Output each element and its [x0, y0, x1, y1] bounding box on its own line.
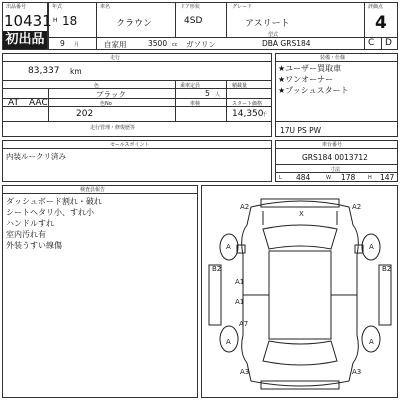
shift-value: AT — [8, 98, 19, 108]
color-code-value: 202 — [76, 109, 94, 119]
inspection-section-label: 走行管理・修復歴等 — [90, 125, 136, 131]
right-side-panel — [379, 265, 391, 325]
damage-mark: B2 — [212, 265, 222, 273]
damage-mark: A — [226, 338, 231, 346]
era-mark: H — [53, 17, 58, 24]
grade-value: アスリート — [245, 19, 290, 29]
equipment-item: ★ワンオーナー — [278, 75, 334, 84]
damage-mark: A3 — [352, 368, 362, 376]
inspector-note: シートヘタリ小、すれ小 — [6, 208, 94, 217]
capacity-unit: 人 — [215, 92, 221, 98]
damage-mark: A2 — [352, 203, 362, 211]
price-label: スタート価格 — [232, 101, 263, 107]
length-value: 484 — [296, 173, 311, 182]
color-value: ブラック — [96, 90, 126, 99]
grade-label: グレード — [232, 4, 253, 10]
equipment-item: ★プッシュスタート — [278, 86, 349, 95]
dims-label: 寸法 — [330, 167, 341, 173]
usage-value: 自家用 — [104, 40, 127, 49]
car-roof — [269, 251, 331, 339]
inspection-label: 車検 — [190, 101, 201, 107]
equipment-item: ★ユーザー買取車 — [278, 64, 342, 73]
rear-bumper — [261, 381, 339, 389]
width-label: W — [326, 175, 331, 181]
price-value: 14,350 — [232, 109, 264, 119]
car-name-label: 車名 — [100, 4, 111, 10]
damage-mark: A — [226, 243, 231, 251]
displacement-value: 3500 — [148, 39, 168, 48]
fuel-value: ガソリン — [186, 40, 216, 49]
model-label: 型式 — [268, 32, 279, 38]
car-name: クラウン — [116, 19, 153, 29]
year-label: 年式 — [52, 4, 63, 10]
remarks-text: 内装ルークリ済み — [6, 152, 66, 161]
capacity-label: 乗車定員 — [180, 83, 201, 89]
remarks-title: セールスポイント — [110, 142, 150, 148]
damage-mark: A3 — [240, 368, 250, 376]
inspector-note: 室内汚れ有 — [6, 230, 46, 239]
damage-mark: A — [369, 338, 374, 346]
damage-mark: A — [369, 243, 374, 251]
left-side-panel — [209, 265, 221, 325]
interior-score: C — [368, 38, 375, 48]
mileage-label: 走行 — [110, 55, 121, 61]
chassis-number: GRS184 0013712 — [302, 153, 368, 162]
price-unit: 千 — [262, 112, 268, 118]
color-label: 色 — [94, 83, 100, 89]
damage-mark: B2 — [382, 265, 392, 273]
inspector-note: ハンドルすれ — [6, 219, 54, 228]
lot-number-label: 出品番号 — [6, 4, 27, 10]
height-label: H — [368, 175, 372, 181]
mileage-value: 83,337 — [28, 66, 60, 76]
damage-mark: A1 — [235, 278, 245, 286]
car-outline — [242, 201, 362, 386]
damage-mark: A1 — [235, 298, 245, 306]
car-windshield — [263, 225, 337, 249]
damage-mark: X — [299, 210, 304, 218]
car-rear-window — [263, 341, 337, 365]
chassis-label: 車台番号 — [322, 142, 343, 148]
model-value: DBA GRS184 — [262, 39, 311, 48]
year-value: 18 — [62, 14, 78, 28]
score-label: 評価点 — [368, 4, 384, 10]
equipment-options: 17U PS PW — [280, 126, 322, 135]
color-code-label: 色No — [100, 101, 112, 107]
month-value: 9 — [60, 39, 65, 48]
damage-mark: A2 — [240, 203, 250, 211]
mileage-unit: km — [70, 67, 82, 76]
length-label: L — [279, 175, 282, 181]
inspector-title: 検査員報告 — [80, 187, 106, 193]
lot-number: 10431 — [4, 12, 52, 30]
inspector-note: 外装うすい線傷 — [6, 241, 62, 250]
aircon-value: AAC — [29, 98, 48, 108]
equipment-label: 装備・仕様 — [320, 55, 346, 61]
first-listing-badge: 初出品 — [3, 31, 47, 49]
inspector-note: ダッシュボード割れ・破れ — [6, 197, 102, 206]
doors-label: ドア形状 — [180, 4, 200, 10]
score-value: 4 — [375, 13, 387, 33]
month-unit: 月 — [74, 42, 80, 48]
displacement-unit: cc — [172, 42, 178, 48]
capacity-value: 5 — [205, 89, 210, 98]
load-label: 積載量 — [232, 83, 248, 89]
damage-mark: A7 — [239, 320, 249, 328]
exterior-score: D — [385, 38, 392, 48]
height-value: 147 — [380, 173, 395, 182]
doors-value: 4SD — [184, 16, 203, 26]
width-value: 178 — [341, 173, 356, 182]
